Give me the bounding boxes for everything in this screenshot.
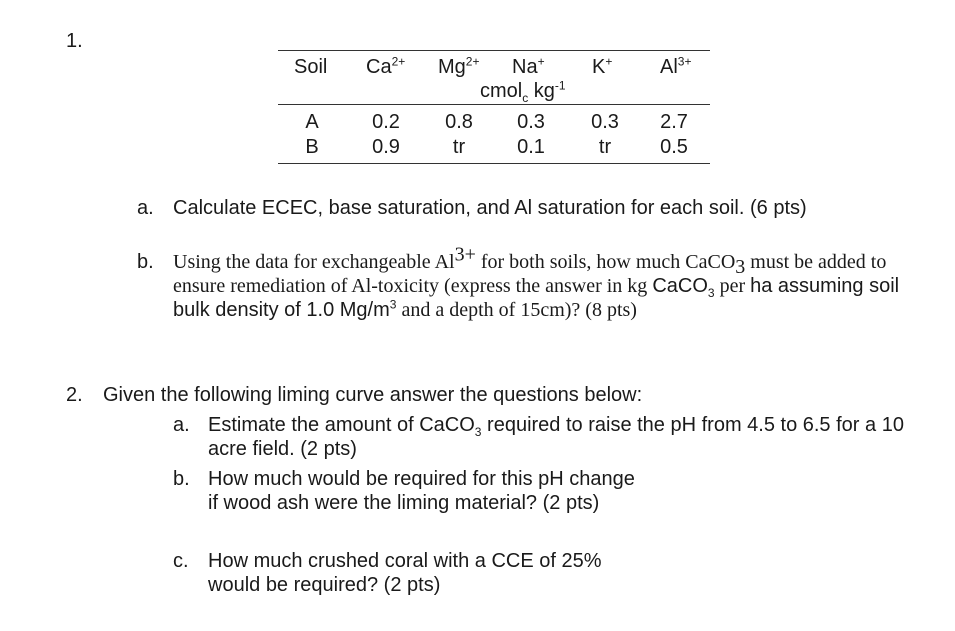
q2-part-c-text: How much crushed coral with a CCE of 25% would be required? (2 pts) — [208, 550, 602, 596]
table-cell: 0.8 — [445, 111, 473, 133]
table-cell: 0.1 — [517, 136, 545, 158]
table-cell: 0.5 — [660, 136, 688, 158]
header-k: K+ — [592, 54, 613, 78]
table-top-rule — [278, 50, 710, 51]
q2-part-b-letter: b. — [173, 468, 190, 490]
soil-cation-table — [278, 50, 710, 164]
q2-part-a-letter: a. — [173, 414, 190, 436]
table-cell: tr — [598, 136, 612, 158]
header-unit: cmol$_c$ $kg^{-1}$ — [480, 78, 566, 105]
header-na: Na+ — [512, 54, 545, 78]
q2-part-b-text: How much would be required for this pH change if wood ash were the liming material? (2 pts) — [208, 468, 635, 514]
q2-part-a-text: Estimate the amount of CaCO$_3$ required to raise the pH from 4.5 to 6.5 for a 10 acre field. (2 pts) — [208, 414, 904, 460]
q2-part-c-letter: c. — [173, 550, 189, 572]
header-al: $Al^{3+}$ — [660, 54, 692, 78]
q1-part-a-letter: a. — [137, 197, 154, 219]
table-cell: 0.9 — [372, 136, 400, 158]
table-cell: B — [305, 136, 319, 158]
table-cell: A — [305, 111, 319, 133]
header-soil: Soil — [294, 56, 328, 78]
question-1-number: 1. — [66, 30, 83, 52]
table-header-rule — [278, 104, 710, 105]
header-mg: $Mg^{2+}$ — [438, 54, 480, 78]
table-bottom-rule — [278, 163, 710, 164]
table-cell: tr — [452, 136, 466, 158]
q1-part-b-letter: b. — [137, 251, 154, 273]
table-cell: 2.7 — [660, 111, 688, 133]
question-2-number: 2. — [66, 384, 83, 406]
table-cell: 0.3 — [517, 111, 545, 133]
table-cell: 0.3 — [591, 111, 619, 133]
table-cell: 0.2 — [372, 111, 400, 133]
q1-part-b-text: Using the data for exchangeable $Al^{3+}$ for both soils, how much CaCO$_3$ must be added to ensure remediation of Al-toxicity (express the answer in kg CaCO$_3$ per ha assuming soil bulk density of 1.0 $Mg/m^3$ and a depth of 15cm)? (8 pts) — [173, 243, 900, 321]
header-ca: $Ca^{2+}$ — [366, 54, 406, 78]
q1-part-a-text: Calculate ECEC, base saturation, and Al saturation for each soil. (6 pts) — [173, 197, 807, 219]
question-2-text: Given the following liming curve answer the questions below: — [103, 384, 643, 406]
